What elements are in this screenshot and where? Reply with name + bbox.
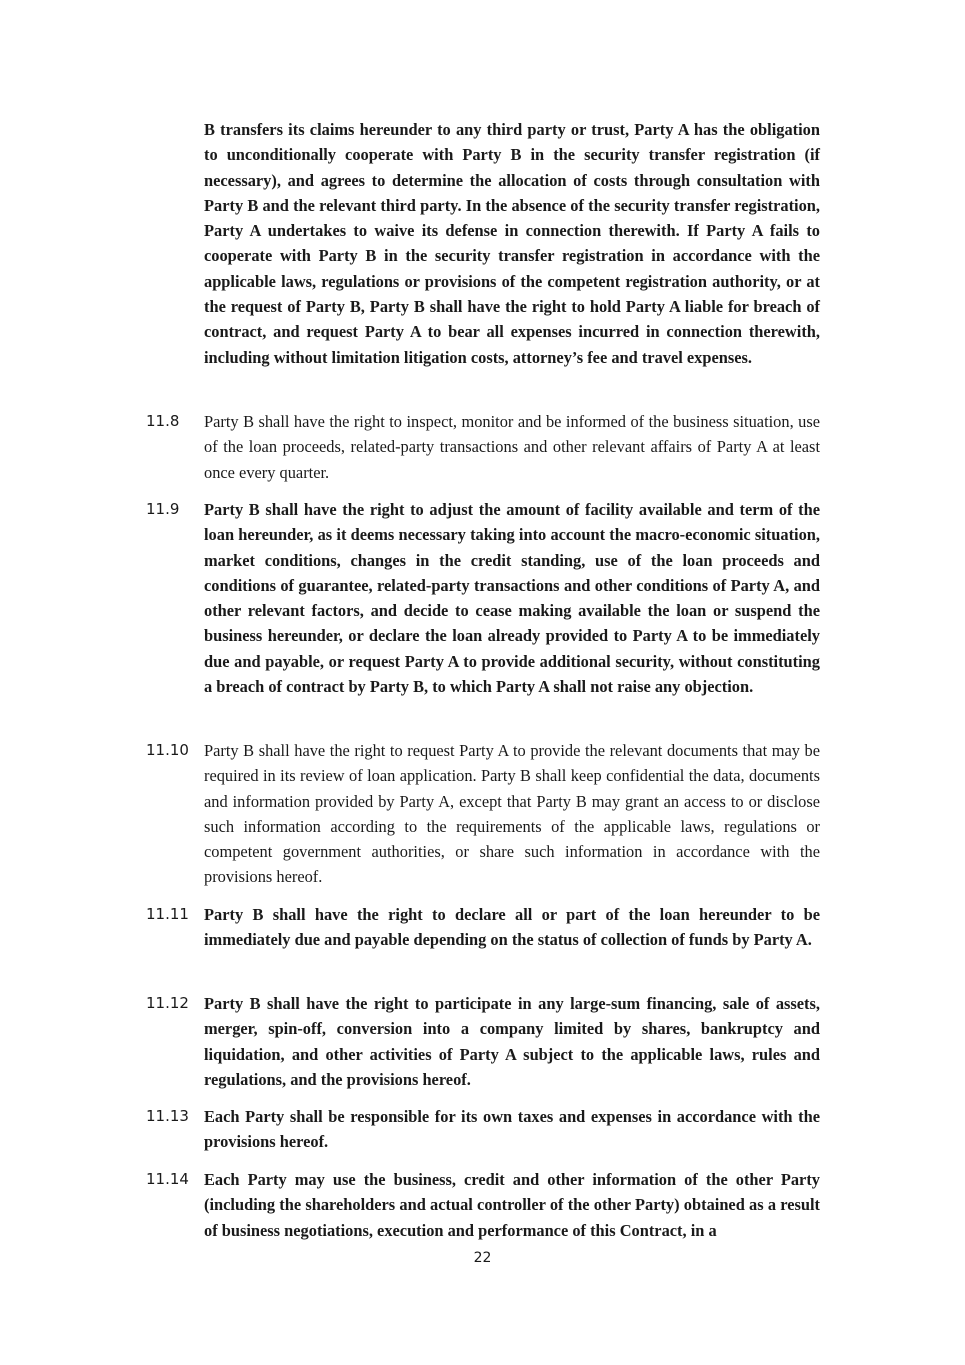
clause-text: Party B shall have the right to request Party A to provide the relevant documents that may be required in its review of loan application. Party B shall keep confidential the data, documents and information provided by Party A, except that Party B may grant an access to or disclose such information according to the requirements of the applicable laws, regulations or competent government authorities, or share such information in accordance with the provisions hereof. bbox=[204, 741, 820, 887]
clause-number: 11.14 bbox=[146, 1170, 189, 1188]
clause-number: 11.10 bbox=[146, 741, 189, 759]
clause-number: 11.13 bbox=[146, 1107, 189, 1125]
clause-number: 11.12 bbox=[146, 994, 189, 1012]
clause-text: Each Party may use the business, credit and other information of the other Party (including the shareholders and actual controller of the other Party) obtained as a result of business negotiations, execution and performance of this Contract, in a bbox=[204, 1170, 820, 1240]
clause-number: 11.8 bbox=[146, 412, 180, 430]
continued-paragraph: B transfers its claims hereunder to any third party or trust, Party A has the obligation to unconditionally cooperate with Party B in the security transfer registration (if necessary), and agrees to determine the allocation of costs through consultation with Party B and the relevant third party. In the absence of the security transfer registration, Party A undertakes to waive its defense in connection therewith. If Party A fails to cooperate with Party B in the security transfer registration in accordance with the applicable laws, regulations or provisions of the competent registration authority, or at the request of Party B, Party B shall have the right to hold Party A liable for breach of contract, and request Party A to bear all expenses incurred in connection therewith, including without limitation litigation costs, attorney’s fee and travel expenses. bbox=[204, 120, 820, 367]
clause-text: Party B shall have the right to inspect, monitor and be informed of the business situation, use of the loan proceeds, related-party transactions and other relevant affairs of Party A at least once every quarter. bbox=[204, 412, 820, 482]
page-number: 22 bbox=[473, 1250, 492, 1266]
clause-number: 11.11 bbox=[146, 905, 189, 923]
clause-text: Each Party shall be responsible for its own taxes and expenses in accordance with the provisions hereof. bbox=[204, 1107, 820, 1152]
clause-text: Party B shall have the right to declare all or part of the loan hereunder to be immediately due and payable depending on the status of collection of funds by Party A. bbox=[204, 905, 820, 950]
clause-number: 11.9 bbox=[146, 500, 180, 518]
clause-text: Party B shall have the right to adjust the amount of facility available and term of the loan hereunder, as it deems necessary taking into account the macro-economic situation, market conditions, changes in the credit standing, use of the loan proceeds and conditions of guarantee, related-party transactions and other conditions of Party A, and other relevant factors, and decide to cease making available the loan or suspend the business hereunder, or declare the loan already provided to Party A to be immediately due and payable, or request Party A to provide additional security, without constituting a breach of contract by Party B, to which Party A shall not raise any objection. bbox=[204, 500, 820, 697]
clause-text: Party B shall have the right to participate in any large-sum financing, sale of assets, merger, spin-off, conversion into a company limited by shares, bankruptcy and liquidation, and other activities of Party A subject to the applicable laws, rules and regulations, and the provisions hereof. bbox=[204, 994, 820, 1089]
